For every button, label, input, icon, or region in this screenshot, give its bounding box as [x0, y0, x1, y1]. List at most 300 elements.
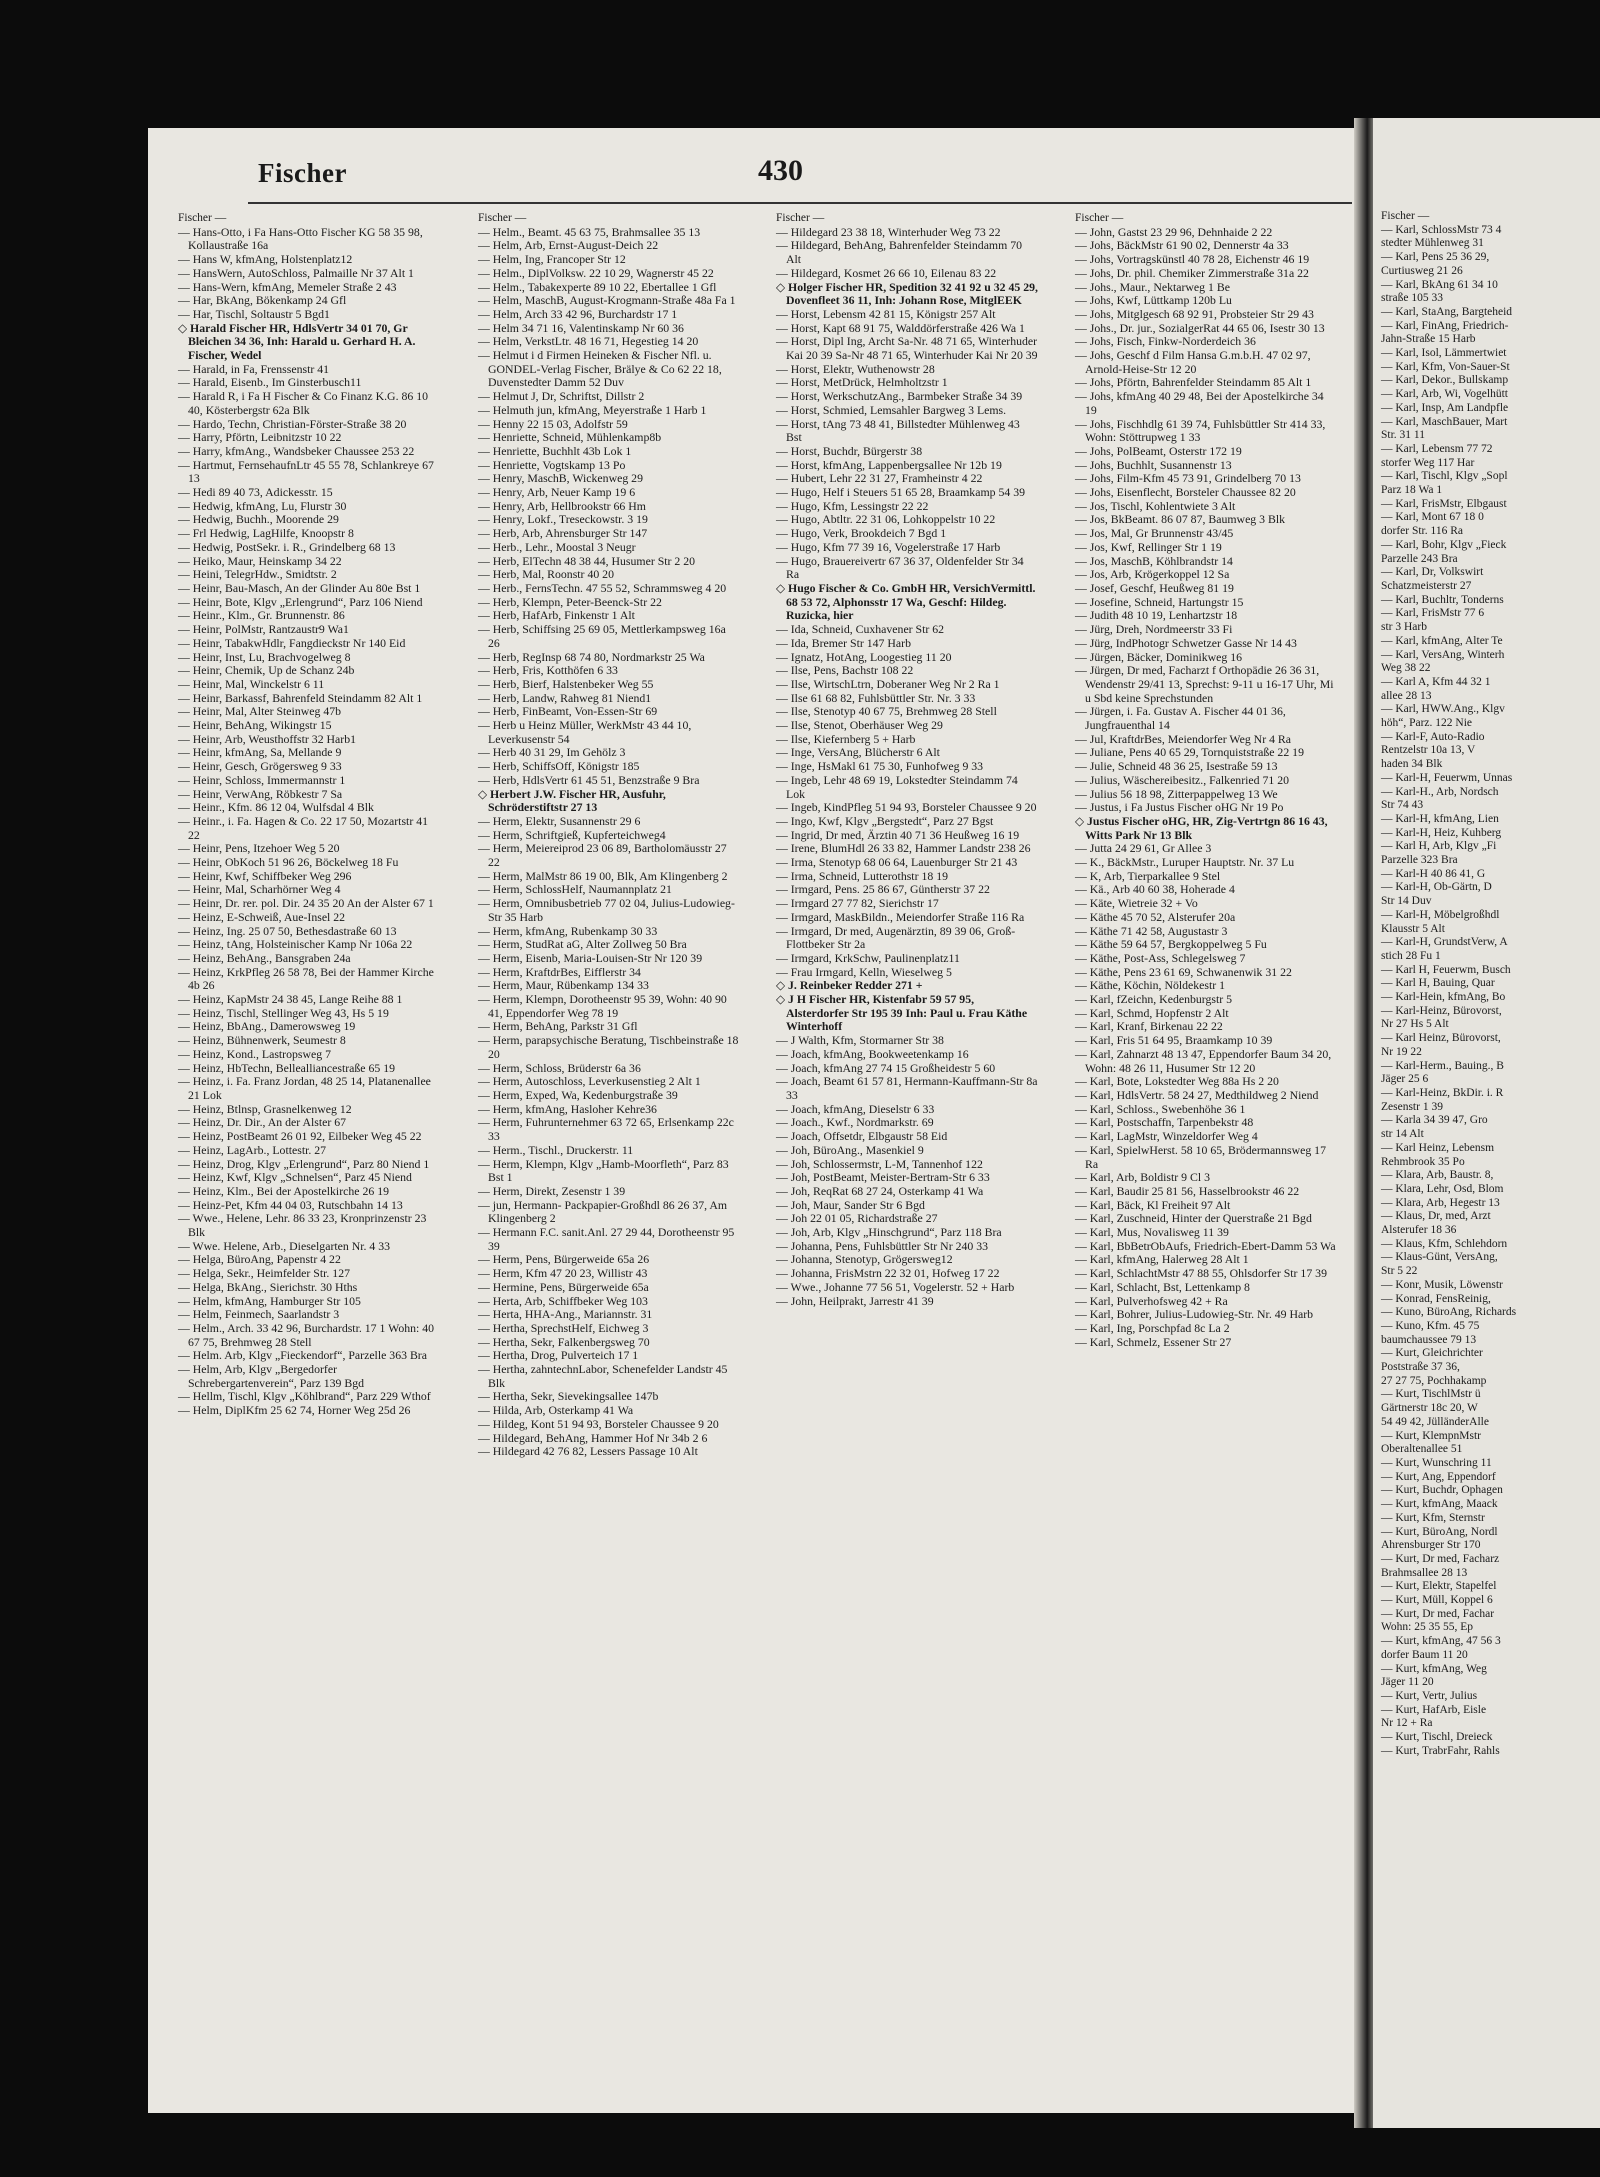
directory-entry: — Justus, i Fa Justus Fischer oHG Nr 19 Po	[1075, 800, 1284, 815]
directory-entry: — Helm. Arb, Klgv „Fieckendorf“, Parzelle 363 Bra	[178, 1348, 427, 1363]
directory-entry: — Heinz, tAng, Holsteinischer Kamp Nr 106a 22	[178, 937, 413, 952]
adjacent-entry-line: dorfer Str. 116 Ra	[1381, 525, 1463, 538]
directory-entry: — Herb, Fris, Kotthöfen 6 33	[478, 663, 618, 678]
adjacent-entry-line: — Karl-Hein, kfmAng, Bo	[1381, 991, 1506, 1004]
directory-entry: — Jos, Mal, Gr Brunnenstr 43/45	[1075, 526, 1234, 541]
directory-entry: — Karl, Zuschneid, Hinter der Querstraße 21 Bgd	[1075, 1211, 1312, 1226]
directory-entry: — Joh, PostBeamt, Meister-Bertram-Str 6 33	[776, 1170, 990, 1185]
directory-entry: — Käthe 71 42 58, Augustastr 3	[1075, 923, 1228, 938]
adjacent-entry-line: Parzelle 323 Bra	[1381, 854, 1458, 867]
directory-entry: — Hertha, Drog, Pulverteich 17 1	[478, 1348, 639, 1363]
adjacent-entry-line: — Kurt, Dr med, Fachar	[1381, 1607, 1495, 1620]
adjacent-entry-line: str 14 Alt	[1381, 1128, 1424, 1141]
adjacent-entry-line: — Karl-Heinz, Bürovorst,	[1381, 1004, 1502, 1017]
adjacent-entry-line: 27 27 75, Pochhakamp	[1381, 1374, 1487, 1387]
directory-entry: — Hartmut, FernsehaufnLtr 45 55 78, Schlankreye 67 13	[178, 457, 434, 486]
directory-entry: — Ilse 61 68 82, Fuhlsbüttler Str. Nr. 3 33	[776, 690, 976, 705]
directory-entry: — Joh, Arb, Klgv „Hinschgrund“, Parz 118 Bra	[776, 1225, 1002, 1240]
directory-entry: — Herb, ElTechn 48 38 44, Husumer Str 2 20	[478, 553, 696, 568]
directory-entry: — Johs, Fischhdlg 61 39 74, Fuhlsbüttler Str 414 33, Wohn: Stöttrupweg 1 33	[1075, 416, 1326, 445]
adjacent-entry-line: — Karl, Bohr, Klgv „Fieck	[1381, 538, 1507, 551]
directory-entry: — Herm, Pens, Bürgerweide 65a 26	[478, 1252, 650, 1267]
directory-entry: — Heinz, Drog, Klgv „Erlengrund“, Parz 80 Niend 1	[178, 1156, 430, 1171]
directory-entry: — Ilse, Pens, Bachstr 108 22	[776, 663, 914, 678]
directory-entry: — Henriette, Vogtskamp 13 Po	[478, 457, 626, 472]
directory-entry: — Har, BkAng, Bökenkamp 24 Gfl	[178, 293, 347, 308]
directory-entry: — Karl, Schmd, Hopfenstr 2 Alt	[1075, 1005, 1229, 1020]
directory-entry: — Helga, Sekr., Heimfelder Str. 127	[178, 1266, 351, 1281]
directory-entry: — Ignatz, HotAng, Loogestieg 11 20	[776, 649, 952, 664]
directory-entry: — Hugo, Kfm 77 39 16, Vogelerstraße 17 Harb	[776, 539, 1001, 554]
directory-entry: — Karl, BbBetrObAufs, Friedrich-Ebert-Damm 53 Wa	[1075, 1238, 1336, 1253]
directory-entry: — K, Arb, Tierparkallee 9 Stel	[1075, 868, 1221, 883]
directory-entry: — Herb, HafArb, Finkenstr 1 Alt	[478, 608, 635, 623]
directory-entry: — Karl, kfmAng, Halerweg 28 Alt 1	[1075, 1252, 1249, 1267]
adjacent-entry-line: — Karl, MaschBauer, Mart	[1381, 415, 1508, 428]
adjacent-entry-line: — Karl, Dekor., Bullskamp	[1381, 374, 1509, 387]
directory-entry: — Irma, Schneid, Lutterothstr 18 19	[776, 868, 949, 883]
directory-entry: — Ilse, WirtschLtrn, Doberaner Weg Nr 2 Ra 1	[776, 676, 1000, 691]
directory-entry: — Helmut i d Firmen Heineken & Fischer Nfl. u. GONDEL-Verlag Fischer, Brälye & Co 62 22 18, Duvenstedter Damm 52 Duv	[478, 348, 722, 390]
directory-entry: — Horst, Elektr, Wuthenowstr 28	[776, 361, 935, 376]
directory-entry: — Karl, Schmelz, Essener Str 27	[1075, 1334, 1232, 1349]
adjacent-entry-line: str 3 Harb	[1381, 621, 1427, 634]
directory-entry: — Heinr, PolMstr, Rantzaustr9 Wa1	[178, 622, 349, 637]
adjacent-entry-line: — Kurt, Kfm, Sternstr	[1381, 1511, 1485, 1524]
directory-entry: — Hermann F.C. sanit.Anl. 27 29 44, Dorotheenstr 95 39	[478, 1225, 735, 1253]
adjacent-entry-line: 54 49 42, JülländerAlle	[1381, 1415, 1489, 1428]
directory-entry: — Hildegard, BehAng, Hammer Hof Nr 34b 2 6	[478, 1430, 708, 1445]
directory-entry: — Karl, HdlsVertr. 58 24 27, Medthildweg 2 Niend	[1075, 1088, 1319, 1102]
adjacent-entry-line: — Kurt, Dr med, Facharz	[1381, 1552, 1500, 1565]
directory-entry: — Ingo, Kwf, Klgv „Bergstedt“, Parz 27 Bgst	[776, 813, 994, 828]
adjacent-entry-line: — Kurt, Vertr, Julius	[1381, 1689, 1478, 1702]
adjacent-entry-line: Curtiusweg 21 26	[1381, 264, 1463, 277]
directory-entry: — Karl, LagMstr, Winzeldorfer Weg 4	[1075, 1129, 1258, 1144]
directory-entry: — Henry, Arb, Hellbrookstr 66 Hm	[478, 498, 646, 513]
adjacent-entry-line: — Karl, HWW.Ang., Klgv	[1381, 703, 1505, 716]
directory-entry: — Hugo, Verk, Brookdeich 7 Bgd 1	[776, 526, 947, 541]
directory-entry: — Herm, Exped, Wa, Kedenburgstraße 39	[478, 1088, 678, 1102]
directory-entry: — Heinr, Mal, Winckelstr 6 11	[178, 676, 325, 691]
directory-entry: — Karl, Kranf, Birkenau 22 22	[1075, 1019, 1223, 1034]
directory-entry: — Heinr, BehAng, Wikingstr 15	[178, 718, 332, 733]
directory-entry: — Heinr, Chemik, Up de Schanz 24b	[178, 663, 355, 678]
directory-entry: — Joach, Offsetdr, Elbgaustr 58 Eid	[776, 1129, 948, 1144]
directory-entry: — Horst, WerkschutzAng., Barmbeker Straße 34 39	[776, 389, 1023, 404]
column-3	[776, 212, 1038, 1308]
directory-entry: — Harald, in Fa, Frenssenstr 41	[178, 361, 330, 376]
adjacent-entry-line: Nr 27 Hs 5 Alt	[1381, 1018, 1449, 1031]
adjacent-entry-line: — Karl-H, GrundstVerw, A	[1381, 936, 1508, 949]
directory-entry: — Herm, BehAng, Parkstr 31 Gfl	[478, 1019, 638, 1034]
directory-entry: — Herm, MalMstr 86 19 00, Blk, Am Klingenberg 2	[478, 868, 728, 883]
directory-entry: — Heinz, KapMstr 24 38 45, Lange Reihe 88 1	[178, 992, 403, 1007]
directory-entry: — John, Heilprakt, Jarrestr 41 39	[776, 1293, 934, 1308]
adjacent-entry-line: — Karl A, Kfm 44 32 1	[1381, 675, 1491, 688]
adjacent-entry-line: — Klaus, Kfm, Schlehdorn	[1381, 1237, 1508, 1250]
adjacent-entry-line: Str 5 22	[1381, 1265, 1418, 1278]
directory-entry: — Heinr, Mal, Scharhörner Weg 4	[178, 882, 341, 897]
directory-entry: — Johs, Film-Kfm 45 73 91, Grindelberg 70 13	[1075, 471, 1301, 486]
directory-entry: — Helm, Feinmech, Saarlandstr 3	[178, 1307, 340, 1322]
directory-entry: — Helm., Beamt. 45 63 75, Brahmsallee 35 13	[478, 224, 701, 239]
column-head: Fischer —	[478, 212, 527, 224]
directory-entry: — Hildegard 42 76 82, Lessers Passage 10 Alt	[478, 1444, 698, 1459]
directory-entry: — Karl, Bote, Lokstedter Weg 88a Hs 2 20	[1075, 1074, 1279, 1089]
directory-entry: — Heinz, HbTechn, Bellealliancestraße 65 19	[178, 1060, 396, 1075]
directory-entry: — Johs, Vortragskünstl 40 78 28, Eichenstr 46 19	[1075, 252, 1310, 267]
directory-entry: — Heinz, i. Fa. Franz Jordan, 48 25 14, Platanenallee 21 Lok	[178, 1074, 431, 1102]
adjacent-entry-line: — Karl H, Feuerwm, Busch	[1381, 963, 1511, 976]
adjacent-entry-line: Jäger 25 6	[1381, 1073, 1429, 1086]
directory-entry: — Johanna, FrisMstrn 22 32 01, Hofweg 17 22	[776, 1266, 1000, 1281]
directory-entry: ◇ Justus Fischer oHG, HR, Zig-Vertrtgn 86 16 43, Witts Park Nr 13 Blk	[1075, 813, 1328, 842]
directory-entry: — Karl, Fris 51 64 95, Braamkamp 10 39	[1075, 1033, 1273, 1048]
adjacent-entry-line: storfer Weg 117 Har	[1381, 456, 1475, 469]
directory-entry: — Herb, Schiffsing 25 69 05, Mettlerkampsweg 16a 26	[478, 622, 726, 650]
directory-entry: — Joh, Schlossermstr, L-M, Tannenhof 122	[776, 1156, 983, 1171]
directory-entry: — John, Gastst 23 29 96, Dehnhaide 2 22	[1075, 224, 1273, 239]
directory-entry: — Heinz, E-Schweiß, Aue-Insel 22	[178, 909, 346, 924]
adjacent-entry-line: — Karl-Herm., Bauing., B	[1381, 1059, 1504, 1072]
directory-entry: — Juliane, Pens 40 65 29, Tornquiststraße 22 19	[1075, 745, 1304, 760]
adjacent-entry-line: — Karl, Pens 25 36 29,	[1381, 251, 1490, 264]
directory-entry: — Heinz, Tischl, Stellinger Weg 43, Hs 5 19	[178, 1005, 389, 1020]
adjacent-entry-line: — Kurt, Elektr, Stapelfel	[1381, 1580, 1497, 1593]
adjacent-entry-line: Oberaltenallee 51	[1381, 1443, 1463, 1456]
directory-entry: — Heinz, Dr. Dir., An der Alster 67	[178, 1115, 347, 1130]
directory-entry: — Johs, Eisenflecht, Borsteler Chaussee 82 20	[1075, 485, 1296, 500]
adjacent-entry-line: Jäger 11 20	[1381, 1676, 1434, 1689]
adjacent-entry-line: Str. 31 11	[1381, 429, 1425, 442]
adjacent-entry-line: Wohn: 25 35 55, Ep	[1381, 1621, 1474, 1634]
adjacent-entry-line: stedter Mühlenweg 31	[1381, 237, 1484, 250]
directory-entry: ◇ Harald Fischer HR, HdlsVertr 34 01 70, Gr Bleichen 34 36, Inh: Harald u. Gerhard H. A. Fischer, Wedel	[178, 320, 416, 363]
directory-entry: — Hubert, Lehr 22 31 27, Framheinstr 4 22	[776, 471, 983, 486]
page-header	[148, 128, 1370, 208]
adjacent-entry-line: — Karl, Kfm, Von-Sauer-St	[1381, 360, 1510, 373]
adjacent-entry-line: — Kurt, TrabrFahr, Rahls	[1381, 1744, 1500, 1757]
adjacent-entry-line: — Klaus-Günt, VersAng,	[1381, 1251, 1498, 1264]
adjacent-entry-line: dorfer Baum 11 20	[1381, 1648, 1468, 1661]
adjacent-entry-line: — Karl, BkAng 61 34 10	[1381, 278, 1498, 291]
adjacent-entry-line: — Kurt, KlempnMstr	[1381, 1429, 1481, 1442]
directory-entry: — Hertha, Sekr, Falkenbergsweg 70	[478, 1334, 650, 1349]
directory-entry: — Herb u Heinz Müller, WerkMstr 43 44 10, Leverkusenstr 54	[478, 718, 692, 746]
adjacent-entry-line: Weg 38 22	[1381, 662, 1431, 675]
adjacent-entry-line: — Kuno, BüroAng, Richards	[1381, 1306, 1517, 1319]
adjacent-entry-line: — Karl-H, Möbelgroßhdl	[1381, 908, 1500, 921]
adjacent-entry-line: — Karl-F, Auto-Radio	[1381, 730, 1485, 743]
directory-entry: — Helm., Arch. 33 42 96, Burchardstr. 17 1 Wohn: 40 67 75, Brehmweg 28 Stell	[178, 1320, 435, 1349]
directory-entry: — Heinz-Pet, Kfm 44 04 03, Rutschbahn 14 13	[178, 1197, 403, 1212]
directory-entry: — Karl, SpielwHerst. 58 10 65, Brödermannsweg 17 Ra	[1075, 1142, 1326, 1171]
directory-entry: — Wwe., Helene, Lehr. 86 33 23, Kronprinzenstr 23 Blk	[178, 1211, 427, 1240]
header-surname: Fischer	[258, 158, 347, 188]
directory-entry: — Heinz, Ing. 25 07 50, Bethesdastraße 60 13	[178, 923, 397, 938]
directory-entry: ◇ J H Fischer HR, Kistenfabr 59 57 95, Alsterdorfer Str 195 39 Inh: Paul u. Frau Käthe Winterhoff	[776, 992, 1028, 1034]
directory-entry: — Heinr, Dr. rer. pol. Dir. 24 35 20 An der Alster 67 1	[178, 896, 434, 911]
adjacent-entry-line: Nr 19 22	[1381, 1045, 1422, 1058]
adjacent-entry-line: — Klaus, Dr, med, Arzt	[1381, 1210, 1491, 1223]
directory-entry: — Hugo, Kfm, Lessingstr 22 22	[776, 498, 929, 513]
directory-entry: — Heinr., i. Fa. Hagen & Co. 22 17 50, Mozartstr 41 22	[178, 813, 428, 842]
directory-entry: — Jos, MaschB, Köhlbrandstr 14	[1075, 553, 1233, 568]
directory-entry: — Jos, Tischl, Kohlentwiete 3 Alt	[1075, 498, 1236, 513]
directory-entry: — Johs, BäckMstr 61 90 02, Dennerstr 4a 33	[1075, 238, 1289, 253]
directory-entry: — K., BäckMstr., Luruper Hauptstr. Nr. 37 Lu	[1075, 855, 1295, 870]
adjacent-entry-line: höh“, Parz. 122 Nie	[1381, 717, 1473, 730]
adjacent-entry-line: — Karl-H, Ob-Gärtn, D	[1381, 881, 1492, 894]
directory-entry: — Harry, kfmAng., Wandsbeker Chaussee 253 22	[178, 443, 415, 458]
directory-entry: — Herb, Landw, Rahweg 81 Niend1	[478, 690, 652, 705]
directory-entry: — Julie, Schneid 48 36 25, Isestraße 59 13	[1075, 759, 1278, 774]
directory-entry: — Horst, kfmAng, Lappenbergsallee Nr 12b 19	[776, 457, 1002, 472]
directory-entry: — Jutta 24 29 61, Gr Allee 3	[1075, 841, 1212, 856]
column-2	[478, 212, 740, 1459]
directory-entry: — Julius, Wäschereibesitz., Falkenried 71 20	[1075, 772, 1290, 787]
adjacent-entry-line: — Karl, VersAng, Winterh	[1381, 648, 1505, 661]
directory-entry: — Herb., Lehr., Moostal 3 Neugr	[478, 539, 636, 554]
adjacent-entry-line: Str 74 43	[1381, 799, 1424, 812]
directory-entry: — Heinr, Bau-Masch, An der Glinder Au 80e Bst 1	[178, 580, 421, 595]
adjacent-entry-line: stich 28 Fu 1	[1381, 949, 1441, 962]
directory-entry: — Josef, Geschf, Heußweg 81 19	[1075, 580, 1234, 595]
directory-entry: — Herb, Bierf, Halstenbeker Weg 55	[478, 676, 654, 691]
directory-entry: — Henry, Lokf., Treseckowstr. 3 19	[478, 512, 648, 527]
directory-entry: — Herm, Direkt, Zesenstr 1 39	[478, 1183, 626, 1198]
directory-entry: — Wwe. Helene, Arb., Dieselgarten Nr. 4 33	[178, 1238, 391, 1253]
directory-entry: — Johs, Mitglgesch 68 92 91, Probsteier Str 29 43	[1075, 306, 1314, 321]
adjacent-entry-line: — Kurt, Tischl, Dreieck	[1381, 1731, 1493, 1744]
directory-entry: — Johanna, Pens, Fuhlsbüttler Str Nr 240 33	[776, 1238, 989, 1253]
directory-entry: — Hugo, Abtltr. 22 31 06, Lohkoppelstr 10 22	[776, 512, 996, 527]
directory-entry: — Herb, SchiffsOff, Königstr 185	[478, 759, 640, 774]
adjacent-entry-line: — Konr, Musik, Löwenstr	[1381, 1278, 1503, 1291]
directory-entry: — Joach, kfmAng, Bookweetenkamp 16	[776, 1046, 969, 1061]
directory-entry: — Joach, kfmAng 27 74 15 Großheidestr 5 60	[776, 1060, 996, 1075]
directory-entry: — Karl, Postschaffn, Tarpenbekstr 48	[1075, 1115, 1254, 1130]
column-head: Fischer —	[1381, 210, 1430, 222]
directory-entry: — jun, Hermann- Packpapier-Großhdl 86 26 37, Am Klingenberg 2	[478, 1197, 728, 1226]
adjacent-entry-line: — Karl, StaAng, Bargteheid	[1381, 305, 1513, 318]
adjacent-entry-line: — Karl-H., Arb, Nordsch	[1381, 785, 1499, 798]
column-1	[178, 212, 440, 1418]
column-4	[1075, 212, 1337, 1349]
directory-entry: — Ida, Bremer Str 147 Harb	[776, 635, 911, 650]
directory-entry: — Heinz, BehAng., Bansgraben 24a	[178, 950, 351, 965]
directory-entry: — Irmgard, MaskBildn., Meiendorfer Straße 116 Ra	[776, 909, 1025, 924]
directory-entry: — Jürg, Dreh, Nordmeerstr 33 Fi	[1075, 622, 1233, 637]
adjacent-entry-line: — Kurt, kfmAng, Weg	[1381, 1662, 1487, 1675]
directory-entry: — Herb, FinBeamt, Von-Essen-Str 69	[478, 704, 658, 719]
directory-entry: — Hertha, zahntechnLabor, Schenefelder Landstr 45 Blk	[478, 1362, 728, 1390]
adjacent-entry-line: — Karl-H 40 86 41, G	[1381, 867, 1486, 880]
adjacent-entry-line: — Karl, FrisMstr, Elbgaust	[1381, 497, 1507, 510]
directory-entry: ◇ J. Reinbeker Redder 271 +	[776, 978, 923, 993]
directory-entry: — Hans W, kfmAng, Holstenplatz12	[178, 252, 353, 267]
directory-entry: — Herm, Klempn, Klgv „Hamb-Moorfleth“, Parz 83 Bst 1	[478, 1156, 729, 1185]
directory-entry: — Heinr, TabakwHdlr, Fangdieckstr Nr 140 Eid	[178, 635, 406, 650]
directory-entry: — Irmgard 27 77 82, Sierichstr 17	[776, 896, 939, 911]
directory-entry: — Hildegard, BehAng, Bahrenfelder Steindamm 70 Alt	[776, 238, 1023, 267]
directory-entry: — Karl, Baudir 25 81 56, Hasselbrookstr 46 22	[1075, 1183, 1300, 1198]
directory-entry: — Jul, KraftdrBes, Meiendorfer Weg Nr 4 Ra	[1075, 731, 1292, 746]
directory-entry: — Heinz, Kwf, Klgv „Schnelsen“, Parz 45 Niend	[178, 1170, 412, 1185]
directory-entry: — Herm., Tischl., Druckerstr. 11	[478, 1142, 634, 1157]
adjacent-entry-line: — Karl, Tischl, Klgv „Sopl	[1381, 470, 1508, 483]
directory-entry: — Herb., FernsTechn. 47 55 52, Schrammsweg 4 20	[478, 580, 727, 595]
adjacent-entry-line: — Karl, SchlossMstr 73 4	[1381, 223, 1502, 236]
directory-entry: — Hildegard 23 38 18, Winterhuder Weg 73 22	[776, 224, 1001, 239]
directory-entry: — Horst, Schmied, Lemsahler Bargweg 3 Lems.	[776, 402, 1007, 417]
directory-entry: — Helm, VerkstLtr. 48 16 71, Hegestieg 14 20	[478, 334, 699, 349]
directory-entry: — Herm, kfmAng, Hasloher Kehre36	[478, 1101, 657, 1116]
directory-entry: — Helm 34 71 16, Valentinskamp Nr 60 36	[478, 320, 684, 335]
directory-entry: — Jürgen, Dr med, Facharzt f Orthopädie 26 36 31, Wendenstr 29/41 13, Sprechst: 9-11 u 16-17 Uhr, Mi u Sbd keine Sprechstunden	[1075, 663, 1334, 705]
adjacent-entry-line: — Karl, Insp, Am Landpfle	[1381, 401, 1509, 414]
adjacent-entry-line: Nr 12 + Ra	[1381, 1717, 1433, 1730]
adjacent-entry-line: Ahrensburger Str 170	[1381, 1539, 1481, 1552]
directory-entry: — Johs, Fisch, Finkw-Norderdeich 36	[1075, 334, 1256, 349]
adjacent-entry-line: — Klara, Arb, Hegestr 13	[1381, 1196, 1500, 1209]
header-rule	[248, 202, 1352, 204]
adjacent-entry-line: — Kurt, BüroAng, Nordl	[1381, 1525, 1498, 1538]
adjacent-entry-line: allee 28 13	[1381, 689, 1432, 702]
directory-entry: — Horst, Lebensm 42 81 15, Königstr 257 Alt	[776, 306, 996, 321]
directory-entry: — Johs, Dr. phil. Chemiker Zimmerstraße 31a 22	[1075, 265, 1309, 280]
directory-entry: — Johs, Pförtn, Bahrenfelder Steindamm 85 Alt 1	[1075, 375, 1312, 390]
directory-entry: — Karl, SchlachtMstr 47 88 55, Ohlsdorfer Str 17 39	[1075, 1266, 1327, 1281]
adjacent-entry-line: Klausstr 5 Alt	[1381, 922, 1445, 935]
directory-entry: — Johs, Geschf d Film Hansa G.m.b.H. 47 02 97, Arnold-Heise-Str 12 20	[1075, 348, 1311, 376]
directory-entry: — Kä., Arb 40 60 38, Hoherade 4	[1075, 882, 1235, 897]
directory-entry: — Heinz, Klm., Bei der Apostelkirche 26 19	[178, 1183, 389, 1198]
adjacent-entry-line: — Karl-H, kfmAng, Lien	[1381, 812, 1499, 825]
directory-entry: — Hildegard, Kosmet 26 66 10, Eilenau 83 22	[776, 265, 997, 280]
adjacent-entry-line: — Karl-H, Heiz, Kuhberg	[1381, 826, 1502, 839]
directory-entry: — Karl, Schloss., Swebenhöhe 36 1	[1075, 1101, 1246, 1116]
directory-entry: — Herb, RegInsp 68 74 80, Nordmarkstr 25 Wa	[478, 649, 705, 664]
directory-entry: — Heinz, PostBeamt 26 01 92, Eilbeker Weg 45 22	[178, 1129, 422, 1144]
directory-entry: — Herb, HdlsVertr 61 45 51, Benzstraße 9 Bra	[478, 772, 700, 787]
adjacent-entry-line: — Kurt, TischlMstr ü	[1381, 1388, 1481, 1401]
adjacent-entry-line: — Karl Heinz, Bürovorst,	[1381, 1032, 1501, 1045]
adjacent-entry-line: — Kurt, HafArb, Eisle	[1381, 1703, 1487, 1716]
directory-entry: — Heinr, Schloss, Immermannstr 1	[178, 772, 346, 787]
directory-entry: — Heinr, Arb, Weusthoffstr 32 Harb1	[178, 731, 357, 746]
adjacent-entry-line: — Karl, Buchltr, Tonderns	[1381, 593, 1504, 606]
directory-entry: — Joach, Beamt 61 57 81, Hermann-Kauffmann-Str 8a 33	[776, 1074, 1038, 1102]
adjacent-entry-line: — Karl, Lebensm 77 72	[1381, 442, 1493, 455]
adjacent-entry-line: — Karl, Dr, Volkswirt	[1381, 566, 1484, 579]
directory-entry: — Herb 40 31 29, Im Gehölz 3	[478, 745, 626, 760]
directory-entry: — Henriette, Schneid, Mühlenkamp8b	[478, 430, 662, 445]
adjacent-entry-line: Str 14 Duv	[1381, 895, 1432, 908]
directory-entry: — Ilse, Kiefernberg 5 + Harb	[776, 731, 916, 746]
directory-entry: — Wwe., Johanne 77 56 51, Vogelerstr. 52 + Harb	[776, 1279, 1015, 1294]
adjacent-entry-line: — Konrad, FensReinig,	[1381, 1292, 1491, 1305]
directory-entry: ◇ Holger Fischer HR, Spedition 32 41 92 u 32 45 29, Dovenfleet 36 11, Inh: Johann Rose, MitglEEK	[776, 279, 1038, 308]
directory-entry: — Heinz, LagArb., Lottestr. 27	[178, 1142, 327, 1157]
adjacent-entry-line: — Karl, FinAng, Friedrich-	[1381, 319, 1509, 332]
adjacent-entry-line: — Karl, Arb, Wi, Vogelhütt	[1381, 388, 1508, 401]
directory-entry: — Irma, Stenotyp 68 06 64, Lauenburger Str 21 43	[776, 855, 1018, 870]
directory-entry: — Karl, Schlacht, Bst, Lettenkamp 8	[1075, 1279, 1250, 1294]
column-head: Fischer —	[1075, 212, 1124, 224]
directory-entry: — Herm, Maur, Rübenkamp 134 33	[478, 978, 649, 993]
directory-entry: — Heinr, ObKoch 51 96 26, Böckelweg 18 Fu	[178, 855, 399, 870]
adjacent-entry-line: — Karl H, Arb, Klgv „Fi	[1381, 840, 1497, 853]
directory-entry: — Heinr, Bote, Klgv „Erlengrund“, Parz 106 Niend	[178, 594, 423, 609]
directory-entry: — Herm, Autoschloss, Leverkusenstieg 2 Alt 1	[478, 1074, 701, 1089]
directory-entry: — Hans-Wern, kfmAng, Memeler Straße 2 43	[178, 279, 397, 294]
directory-entry: — Herm, Klempn, Dorotheenstr 95 39, Wohn: 40 90 41, Eppendorfer Weg 78 19	[478, 992, 727, 1020]
adjacent-entry-line: Poststraße 37 36,	[1381, 1361, 1460, 1374]
adjacent-entry-line: Zesenstr 1 39	[1381, 1100, 1443, 1113]
adjacent-entry-line: Gärtnerstr 18c 20, W	[1381, 1402, 1478, 1415]
adjacent-entry-line: straße 105 33	[1381, 292, 1443, 305]
directory-entry: — Henry, MaschB, Wickenweg 29	[478, 471, 643, 486]
adjacent-entry-line: baumchaussee 79 13	[1381, 1333, 1477, 1346]
adjacent-entry-line: Rehmbrook 35 Po	[1381, 1155, 1465, 1168]
directory-entry: — Frl Hedwig, LagHilfe, Knoopstr 8	[178, 526, 354, 541]
directory-entry: — Horst, MetDrück, Helmholtzstr 1	[776, 375, 948, 390]
directory-entry: — Johs, Buchhlt, Susannenstr 13	[1075, 457, 1232, 472]
directory-entry: — Helm, MaschB, August-Krogmann-Straße 48a Fa 1	[478, 293, 736, 308]
directory-entry: — Käthe, Pens 23 61 69, Schwanenwik 31 22	[1075, 964, 1292, 979]
directory-entry: — Herb, Klempn, Peter-Beenck-Str 22	[478, 594, 662, 609]
directory-entry: — Inge, HsMakl 61 75 30, Funhofweg 9 33	[776, 759, 984, 774]
directory-entry: — Irmgard, Dr med, Augenärztin, 89 39 06, Groß-Flottbeker Str 2a	[776, 923, 1016, 952]
adjacent-entry-line: — Karl, Isol, Lämmertwiet	[1381, 347, 1507, 360]
directory-entry: — Käthe, Köchin, Nöldekestr 1	[1075, 978, 1226, 993]
directory-entry: — Irmgard, KrkSchw, Paulinenplatz11	[776, 950, 960, 965]
column-head: Fischer —	[776, 212, 825, 224]
directory-entry: — Heinr., Klm., Gr. Brunnenstr. 86	[178, 608, 345, 623]
directory-entry: — Helm, Ing, Francoper Str 12	[478, 252, 626, 267]
adjacent-entry-line: Brahmsallee 28 13	[1381, 1566, 1468, 1579]
directory-entry: — Herm, StudRat aG, Alter Zollweg 50 Bra	[478, 937, 687, 952]
adjacent-entry-line: — Karl H, Bauing, Quar	[1381, 977, 1495, 990]
directory-entry: — Helga, BüroAng, Papenstr 4 22	[178, 1252, 341, 1267]
directory-entry: — Herb, Mal, Roonstr 40 20	[478, 567, 614, 582]
directory-entry: — Herm, Fuhrunternehmer 63 72 65, Erlsenkamp 22c 33	[478, 1115, 734, 1144]
directory-entry: — Helm, Arb, Klgv „Bergedorfer Schrebergartenverein“, Parz 139 Bgd	[178, 1362, 365, 1390]
adjacent-entry-line: — Kurt, Wunschring 11	[1381, 1456, 1492, 1469]
directory-entry: — Hildeg, Kont 51 94 93, Borsteler Chaussee 9 20	[478, 1416, 719, 1431]
directory-entry: — Karl, Bohrer, Julius-Ludowieg-Str. Nr. 49 Harb	[1075, 1307, 1314, 1322]
directory-entry: — Heinr, Kwf, Schiffbeker Weg 296	[178, 868, 352, 883]
directory-entry: — Henriette, Buchhlt 43b Lok 1	[478, 443, 632, 458]
directory-entry: — Käthe, Post-Ass, Schlegelsweg 7	[1075, 950, 1246, 965]
directory-entry: — Josefine, Schneid, Hartungstr 15	[1075, 594, 1244, 609]
directory-entry: — Hedwig, PostSekr. i. R., Grindelberg 68 13	[178, 539, 396, 554]
directory-entry: — Hardo, Techn, Christian-Förster-Straße 38 20	[178, 416, 407, 431]
directory-entry: — Käthe 59 64 57, Bergkoppelweg 5 Fu	[1075, 937, 1267, 952]
directory-entry: ◇ Herbert J.W. Fischer HR, Ausfuhr, Schröderstiftstr 27 13	[478, 786, 666, 815]
directory-entry: — Karl, Bäck, Kl Freiheit 97 Alt	[1075, 1197, 1231, 1212]
directory-entry: — Horst, Buchdr, Bürgerstr 38	[776, 443, 923, 458]
directory-entry: — Helm., DiplVolksw. 22 10 29, Wagnerstr 45 22	[478, 265, 714, 280]
adjacent-entry-line: — Kurt, kfmAng, 47 56 3	[1381, 1635, 1501, 1648]
adjacent-entry-line: — Karl-Heinz, BkDir. i. R	[1381, 1087, 1504, 1099]
directory-entry: — Joach., Kwf., Nordmarkstr. 69	[776, 1115, 934, 1130]
directory-entry: — Johs, PolBeamt, Osterstr 172 19	[1075, 443, 1242, 458]
directory-entry: — Ingeb, Lehr 48 69 19, Lokstedter Steindamm 74 Lok	[776, 772, 1018, 801]
directory-entry: — Herm, Omnibusbetrieb 77 02 04, Julius-Ludowieg-Str 35 Harb	[478, 896, 735, 924]
